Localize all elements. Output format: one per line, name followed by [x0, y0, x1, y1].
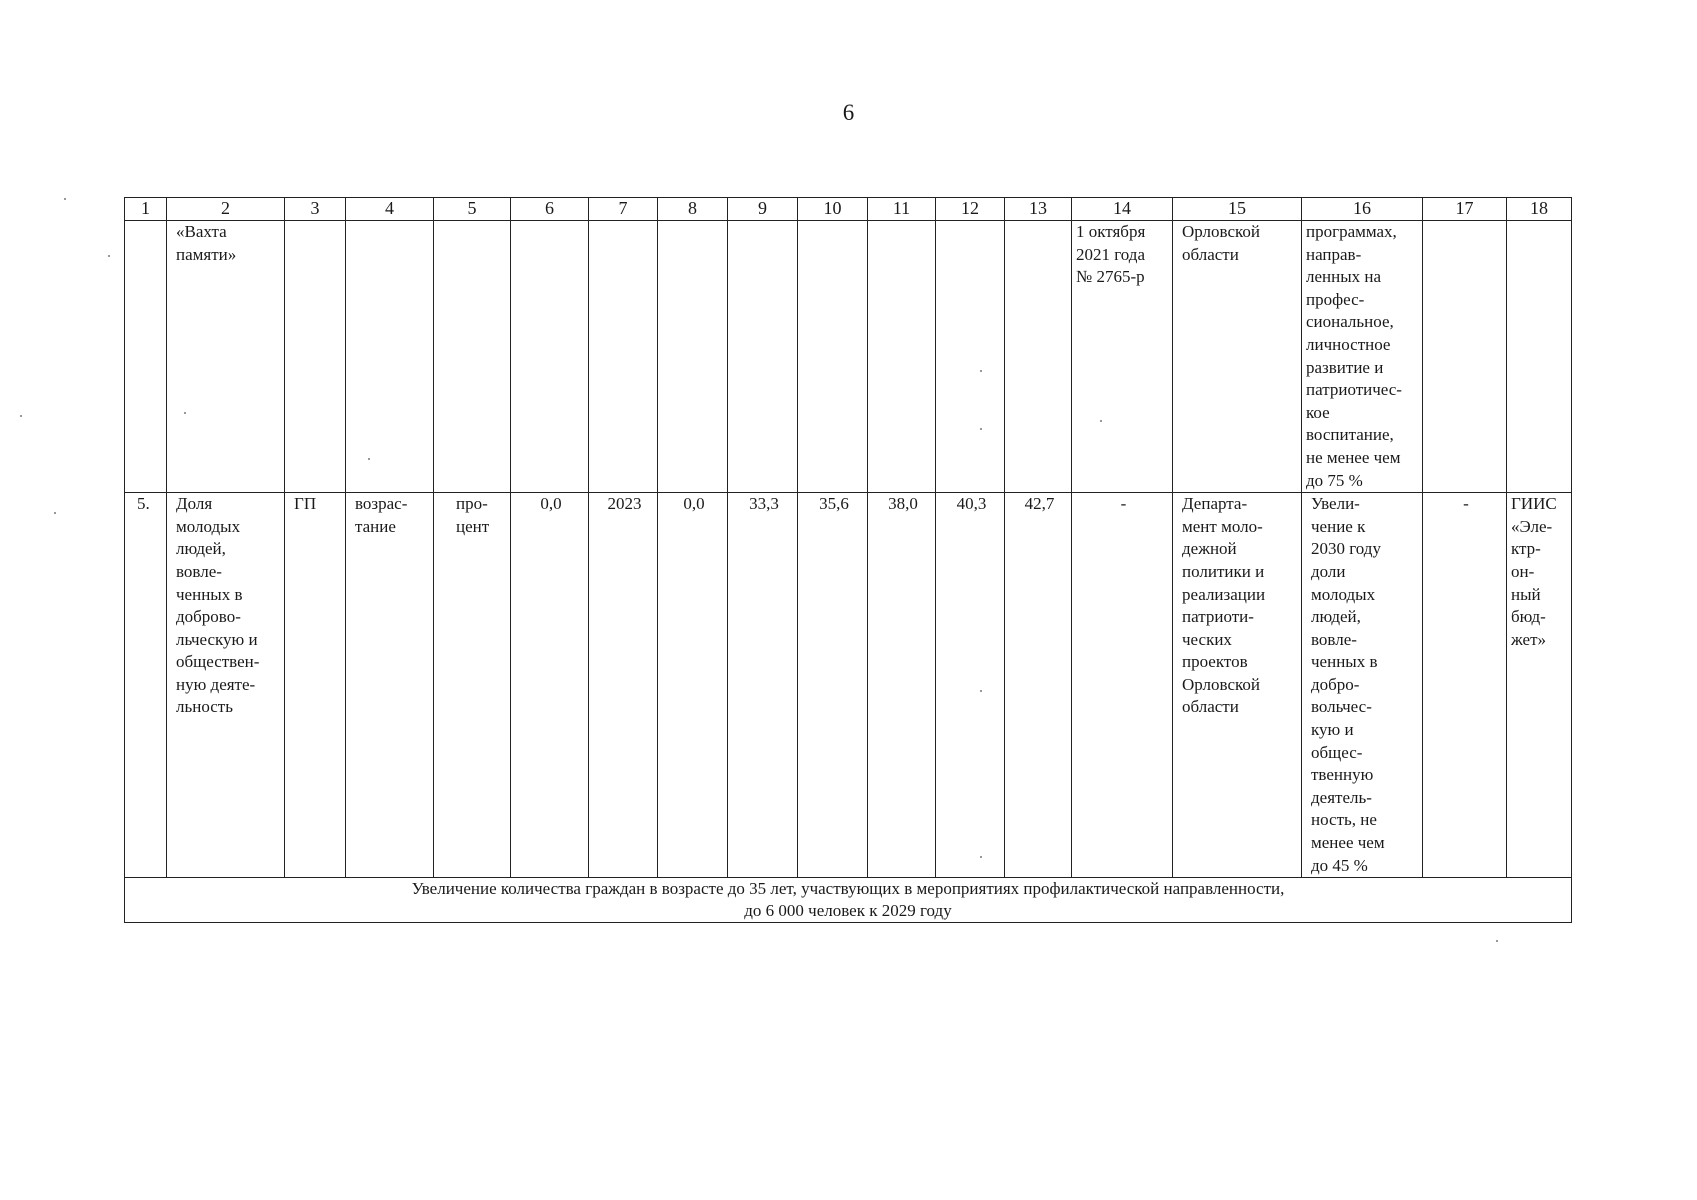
indicators-table	[124, 197, 1572, 923]
scan-speck	[980, 690, 982, 692]
link-cell: Увели- чение к 2030 году доли молодых людей, вовле- ченных в добро- вольчес- кую и общес- твенную деятель- ность, не менее чем до 45 %	[1302, 493, 1423, 878]
table-cell	[1507, 221, 1572, 493]
column-header: 5	[434, 198, 511, 221]
column-header: 7	[589, 198, 658, 221]
column-header: 4	[346, 198, 434, 221]
column-header: 17	[1423, 198, 1507, 221]
table-cell	[285, 221, 346, 493]
table-cell	[1423, 221, 1507, 493]
column-header: 16	[1302, 198, 1423, 221]
scan-speck	[1100, 420, 1102, 422]
column-header: 11	[868, 198, 936, 221]
scan-speck	[64, 198, 66, 200]
unit-cell: про- цент	[434, 493, 511, 878]
scan-speck	[980, 370, 982, 372]
row-number-cell: 5.	[125, 493, 167, 878]
scan-speck	[980, 428, 982, 430]
table-row-goal	[125, 878, 1572, 923]
column-header: 18	[1507, 198, 1572, 221]
indicator-name-cell: «Вахта памяти»	[167, 221, 285, 493]
column-header: 6	[511, 198, 589, 221]
value-cell: 42,7	[1005, 493, 1072, 878]
scan-speck	[184, 412, 186, 414]
table-cell	[511, 221, 589, 493]
column-header: 3	[285, 198, 346, 221]
table-cell: -	[1423, 493, 1507, 878]
table-header-row	[125, 198, 1572, 221]
goal-text: Увеличение количества граждан в возрасте до 35 лет, участвующих в мероприятиях профилактической направленности, до 6 000 человек к 2029 году	[125, 878, 1572, 923]
column-header: 10	[798, 198, 868, 221]
table-row	[125, 493, 1572, 878]
info-system-cell: ГИИС «Эле- ктр- он- ный бюд- жет»	[1507, 493, 1572, 878]
value-cell: 38,0	[868, 493, 936, 878]
link-cell: программах, направ- ленных на профес- сиональное, личностное развитие и патриотичес- кое воспитание, не менее чем до 75 %	[1302, 221, 1423, 493]
column-header: 15	[1173, 198, 1302, 221]
table-cell	[1005, 221, 1072, 493]
table-cell	[589, 221, 658, 493]
column-header: 13	[1005, 198, 1072, 221]
scan-speck	[20, 415, 22, 417]
table-cell	[868, 221, 936, 493]
column-header: 1	[125, 198, 167, 221]
table-cell	[125, 221, 167, 493]
value-cell: 35,6	[798, 493, 868, 878]
document-cell: 1 октября 2021 года № 2765-р	[1072, 221, 1173, 493]
base-year-cell: 2023	[589, 493, 658, 878]
scan-speck	[1496, 940, 1498, 942]
value-cell: 0,0	[658, 493, 728, 878]
table-cell	[434, 221, 511, 493]
column-header: 2	[167, 198, 285, 221]
direction-cell: возрас- тание	[346, 493, 434, 878]
column-header: 14	[1072, 198, 1173, 221]
column-header: 9	[728, 198, 798, 221]
scan-speck	[980, 856, 982, 858]
table-cell	[346, 221, 434, 493]
responsible-cell: Орловской области	[1173, 221, 1302, 493]
table-cell	[728, 221, 798, 493]
table-cell	[936, 221, 1005, 493]
table-cell	[658, 221, 728, 493]
document-cell: -	[1072, 493, 1173, 878]
table-cell	[798, 221, 868, 493]
value-cell: 40,3	[936, 493, 1005, 878]
table-row-continuation	[125, 221, 1572, 493]
page-number: 6	[842, 100, 855, 125]
scan-speck	[368, 458, 370, 460]
indicator-name-cell: Доля молодых людей, вовле- ченных в доброво- льческую и обществен- ную деяте- льность	[167, 493, 285, 878]
level-cell: ГП	[285, 493, 346, 878]
scan-speck	[108, 255, 110, 257]
scan-speck	[54, 512, 56, 514]
value-cell: 33,3	[728, 493, 798, 878]
column-header: 12	[936, 198, 1005, 221]
column-header: 8	[658, 198, 728, 221]
responsible-cell: Департа- мент моло- дежной политики и реализации патриоти- ческих проектов Орловской области	[1173, 493, 1302, 878]
base-value-cell: 0,0	[511, 493, 589, 878]
